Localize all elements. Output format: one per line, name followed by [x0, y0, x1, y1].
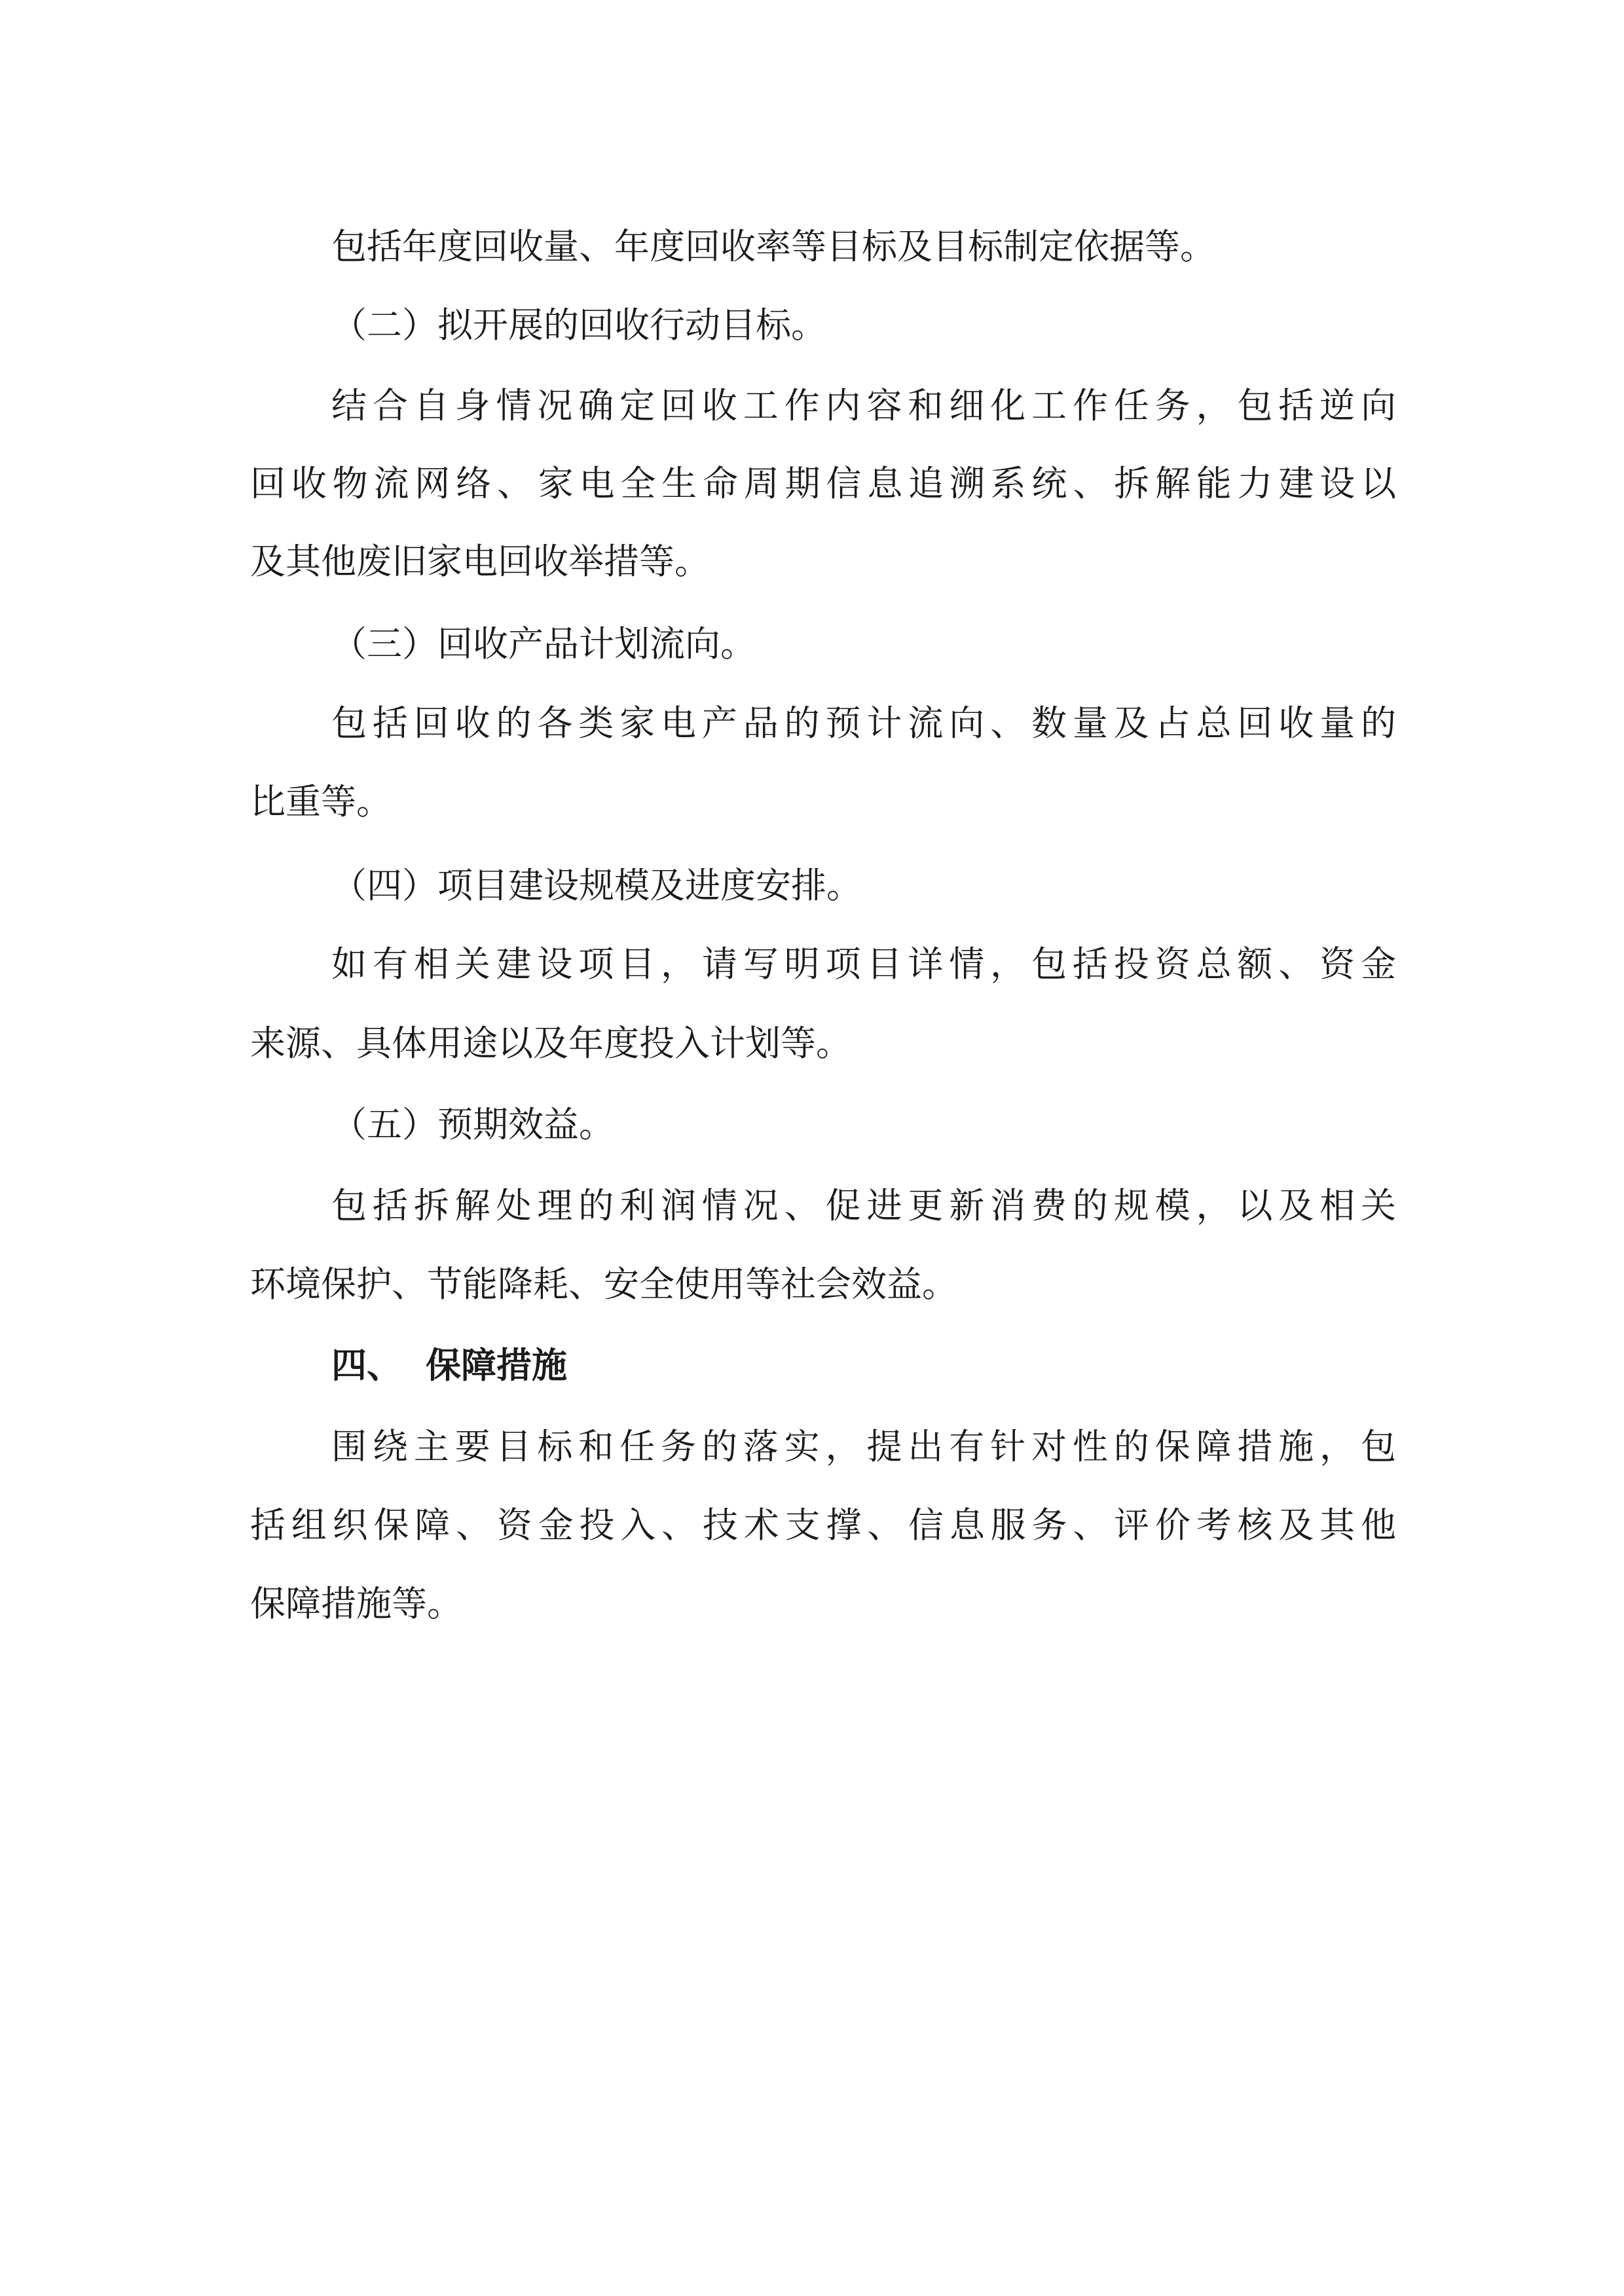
section-heading-number: 四、	[331, 1345, 402, 1386]
subheading-3: （三）回收产品计划流向。	[331, 623, 756, 665]
paragraph-line: 环境保护、节能降耗、安全使用等社会效益。	[250, 1264, 957, 1305]
section-heading	[331, 1336, 1396, 1395]
paragraph-line: 括组织保障、资金投入、技术支撑、信息服务、评价考核及其他	[250, 1504, 1396, 1546]
paragraph-line: 及其他废旧家电回收举措等。	[250, 541, 710, 582]
paragraph-line: 如有相关建设项目，请写明项目详情，包括投资总额、资金	[331, 943, 1396, 985]
subheading-5: （五）预期效益。	[331, 1104, 614, 1145]
subheading-2: （二）拟开展的回收行动目标。	[331, 304, 826, 346]
paragraph-line: 回收物流网络、家电全生命周期信息追溯系统、拆解能力建设以	[250, 463, 1396, 504]
section-heading-title: 保障措施	[426, 1345, 567, 1386]
subheading-4: （四）项目建设规模及进度安排。	[331, 865, 862, 906]
paragraph-line: 保障措施等。	[250, 1583, 462, 1624]
paragraph-line: 结合自身情况确定回收工作内容和细化工作任务，包括逆向	[331, 385, 1396, 426]
paragraph-line: 包括回收的各类家电产品的预计流向、数量及占总回收量的	[331, 702, 1396, 744]
paragraph-line: 来源、具体用途以及年度投入计划等。	[250, 1023, 851, 1064]
paragraph-line: 包括拆解处理的利润情况、促进更新消费的规模，以及相关	[331, 1185, 1396, 1226]
paragraph-line: 包括年度回收量、年度回收率等目标及目标制定依据等。	[331, 226, 1215, 267]
paragraph-line: 围绕主要目标和任务的落实，提出有针对性的保障措施，包	[331, 1426, 1396, 1467]
paragraph-line: 比重等。	[250, 781, 392, 822]
